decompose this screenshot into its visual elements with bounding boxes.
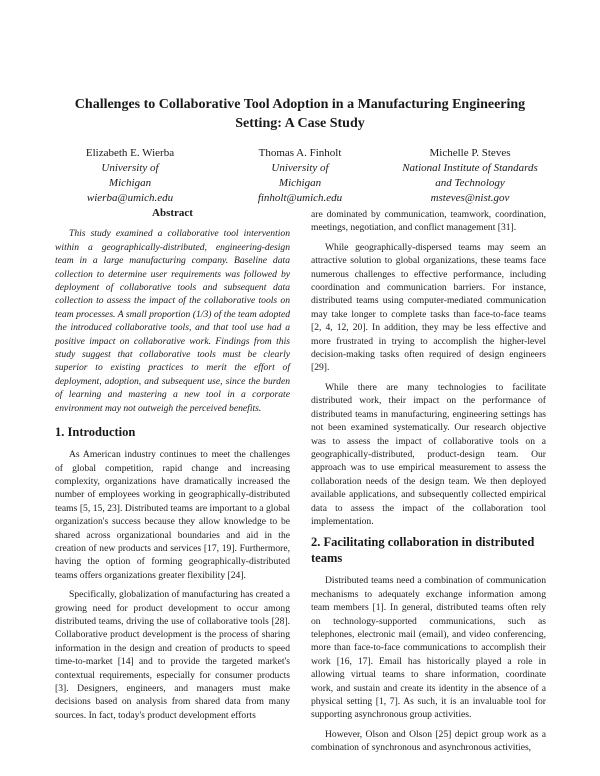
section-heading-facilitating-collaboration: 2. Facilitating collaboration in distributed teams bbox=[311, 535, 535, 566]
author-affiliation: University of bbox=[271, 162, 329, 174]
paper-title: Challenges to Collaborative Tool Adoption in a Manufacturing Engineering Setting: A Case Study bbox=[74, 97, 526, 131]
author-affiliation: Michigan bbox=[278, 177, 322, 189]
body-paragraph: While there are many technologies to facilitate distributed work, their impact on the performance of distributed teams in manufacturing, engineering settings has not been examined systematically. Our research objective was to assess the impact of collaborative tools on a geographically-distributed, product-design team. Our approach was to use empirical measurement to assess the collaboration needs of the design team. We then deployed available applications, and subsequently collected empirical data to assess the impact of the collaboration tool implementation. bbox=[311, 381, 546, 527]
body-paragraph: Specifically, globalization of manufacturing has created a growing need for product development to occur among distributed teams, driving the use of collaborative tools [28]. Collaborative product development is the process of sharing information in the design and creation of products to speed time-to-market [14] and to provide the targeted market's contextual requirements, especially for consumer products [3]. Designers, engineers, and managers must make decisions based on analysis from shared data from many sources. In fact, today's product development efforts bbox=[55, 589, 290, 721]
abstract-text: This study examined a collaborative tool intervention within a geographically-distributed, engineering-design team in a large manufacturing company. Baseline data collection to determine user requirements was followed by deployment of collaborative tools and subsequent data collection to assess the impact of the collaborative tools on team processes. A small proportion (1/3) of the team adopted the introduced collaborative tools, and that tool use had a positive impact on collaborative work. Findings from this study suggest that collaborative tools must be clearly superior to existing practices to merit the effort of deployment, adoption, and subsequent use, since the burden of learning and mastering a new tool in a corporate environment may not outweigh the perceived benefits. bbox=[55, 228, 290, 414]
author-email: finholt@umich.edu bbox=[257, 192, 343, 204]
abstract-heading: Abstract bbox=[152, 207, 193, 219]
section-heading-introduction: 1. Introduction bbox=[55, 425, 136, 440]
author-name: Elizabeth E. Wierba bbox=[85, 147, 175, 159]
author-block-2 bbox=[215, 146, 385, 206]
author-name: Thomas A. Finholt bbox=[258, 147, 342, 159]
body-paragraph: As American industry continues to meet the challenges of global competition, rapid change and increasing complexity, organizations have dramatically increased the number of employees working in geographically-distributed teams [5, 15, 23]. Distributed teams are important to a global organization's success because they allow knowledge to be shared across organizational boundaries and aid in the creation of new products and services [17, 19]. Furthermore, having the option of forming geographically-distributed teams offers organizations greater flexibility [24]. bbox=[55, 449, 290, 581]
author-affiliation: National Institute of Standards bbox=[402, 162, 538, 174]
body-paragraph-continued: are dominated by communication, teamwork, coordination, meetings, negotiation, and conflict management [31]. bbox=[311, 209, 546, 234]
right-column bbox=[311, 208, 546, 761]
left-column bbox=[55, 207, 290, 728]
author-block-1 bbox=[45, 146, 215, 206]
author-name: Michelle P. Steves bbox=[429, 147, 511, 159]
author-affiliation: University of bbox=[101, 162, 159, 174]
author-email: msteves@nist.gov bbox=[430, 192, 510, 204]
body-paragraph: Distributed teams need a combination of communication mechanisms to adequately exchange information among team members [1]. In general, distributed teams often rely on technology-supported communications, such as telephones, electronic mail (email), and video conferencing, more than face-to-face communications to accomplish their work [16, 17]. Email has historically played a role in allowing virtual teams to share information, coordinate work, and sustain and create its identity in the absence of a physical setting [1, 7]. As such, it is an invaluable tool for supporting asynchronous group activities. bbox=[311, 575, 546, 721]
author-affiliation: and Technology bbox=[435, 177, 505, 189]
body-paragraph: While geographically-dispersed teams may seem an attractive solution to global organizations, these teams face numerous challenges to effective performance, including coordination and communication barriers. For instance, distributed teams using computer-mediated communication may take longer to complete tasks than face-to-face teams [2, 4, 12, 20]. In addition, they may be less effective and more frustrated in trying to accomplish the higher-level decision-making tasks often required of design engineers [29]. bbox=[311, 241, 546, 374]
author-block-3 bbox=[385, 146, 555, 206]
body-paragraph: However, Olson and Olson [25] depict group work as a combination of synchronous and asynchronous activities, bbox=[311, 728, 546, 754]
author-email: wierba@umich.edu bbox=[86, 192, 174, 204]
author-affiliation: Michigan bbox=[108, 177, 152, 189]
